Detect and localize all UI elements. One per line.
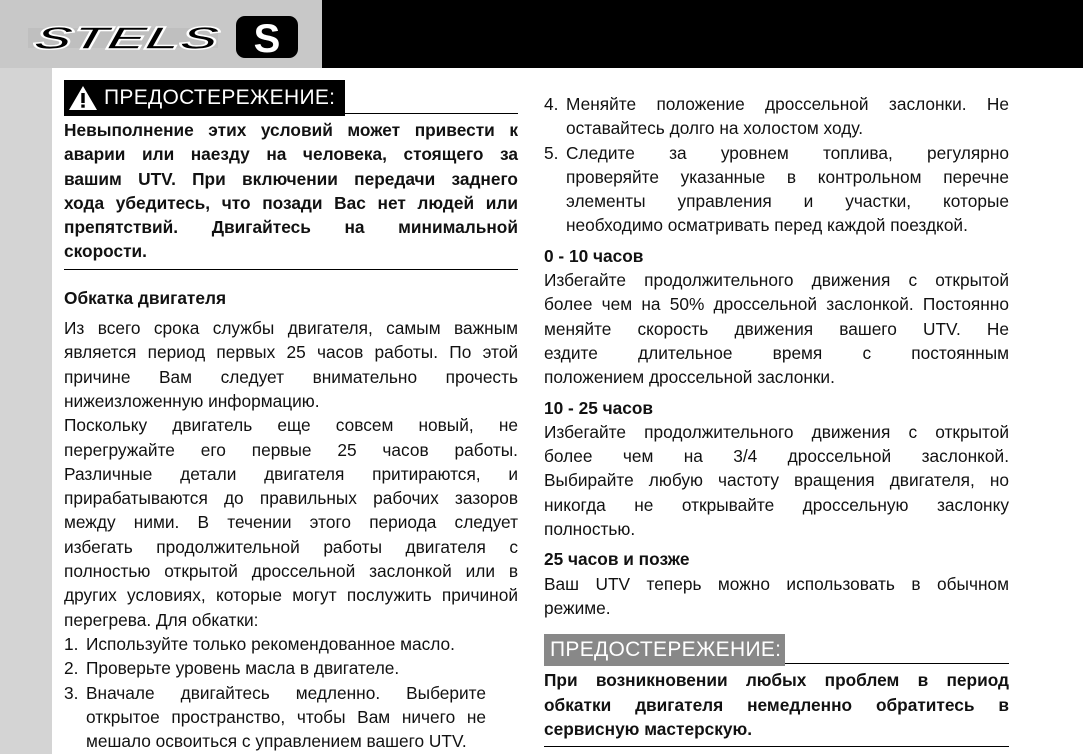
stels-logo: [28, 14, 304, 60]
text-line: более чем на 50% дроссельной заслонкой. Постоянно: [544, 294, 1009, 315]
text-line: положением дроссельной заслонки.: [544, 367, 835, 388]
text-line: Выбирайте любую частоту вращения двигателя, но: [544, 470, 1009, 491]
text-line: режиме.: [544, 597, 611, 618]
text-line: При возникновении любых проблем в период: [544, 670, 1009, 691]
warning-header: [544, 634, 1009, 666]
text-line: Из всего срока службы двигателя, самым важным: [64, 318, 518, 339]
left-margin-strip: [0, 68, 52, 754]
list-number: 3.: [64, 682, 79, 703]
text-line: Различные детали двигателя притираются, и: [64, 463, 518, 484]
text-line: оставайтесь долго на холостом ходу.: [566, 118, 863, 139]
text-line: аварии или наезду на человека, стоящего за: [64, 144, 518, 165]
list-item: [64, 681, 486, 754]
list: [64, 632, 518, 753]
text-line: открытое пространство, чтобы Вам ничего не: [86, 706, 486, 727]
text-line: Меняйте положение дроссельной заслонки. Не: [566, 94, 1009, 114]
warning-bottom-rule: [64, 269, 518, 270]
text-line: сервисную мастерскую.: [544, 718, 753, 739]
text-line: ездите длительное время с постоянным: [544, 342, 1009, 363]
text-line: Ваш UTV теперь можно использовать в обычном: [544, 573, 1009, 594]
text-line: перегружайте его первые 25 часов работы.: [64, 439, 518, 460]
text-line: обкатки двигателя немедленно обратитесь в: [544, 694, 1009, 715]
text-line: Избегайте продолжительного движения с открытой: [544, 270, 1009, 291]
list-number: 1.: [64, 633, 79, 654]
header-black-bar: [322, 0, 1083, 68]
warning-header-rule: [785, 663, 1009, 664]
text-line: элементы управления и участки, которые: [566, 191, 1009, 212]
right-column: [544, 92, 1009, 747]
warning-badge: [544, 634, 785, 666]
warning-header: [64, 80, 518, 116]
list: [544, 92, 1009, 238]
text-line: проверяйте указанные в контрольном перечне: [566, 166, 1009, 187]
text-line: Следите за уровнем топлива, регулярно: [566, 142, 1009, 163]
text-line: Используйте только рекомендованное масло.: [86, 633, 455, 654]
list-item: [544, 141, 1009, 238]
text-line: других условиях, которые могут послужить причиной: [64, 585, 518, 606]
section-title: 25 часов и позже: [544, 549, 690, 570]
paragraph: [64, 316, 518, 413]
warning-title: ПРЕДОСТЕРЕЖЕНИЕ:: [104, 85, 336, 109]
section-title: 0 - 10 часов: [544, 245, 644, 266]
text-line: между ними. В течении этого периода следует: [64, 512, 518, 533]
text-line: полностью открытой дроссельной заслонкой или в: [64, 561, 518, 582]
list-number: 2.: [64, 658, 79, 679]
list-item: [544, 92, 1009, 141]
text-line: Невыполнение этих условий может привести к: [64, 120, 518, 140]
section-title: Обкатка двигателя: [64, 287, 227, 308]
left-column: [64, 80, 518, 753]
text-line: никогда не открывайте дроссельную заслонку: [544, 494, 1009, 515]
warning-header-rule: [345, 113, 518, 114]
warning-badge: [64, 80, 345, 116]
warning-triangle-icon: [68, 85, 98, 111]
header-brand-bar: [0, 0, 322, 68]
warning-text: [64, 118, 518, 264]
text-line: более чем на 3/4 дроссельной заслонкой.: [544, 446, 1009, 467]
section-title: 10 - 25 часов: [544, 397, 654, 418]
text-line: мешало освоиться с управлением вашего UTV.: [86, 731, 467, 752]
list-item: [64, 656, 518, 680]
text-line: прирабатываются до правильных рабочих зазоров: [64, 488, 518, 509]
text-line: меняйте скорость движения вашего UTV. Не: [544, 318, 1009, 339]
paragraph: [544, 572, 1009, 621]
list-item: [64, 632, 518, 656]
logo-text: STELS: [31, 20, 142, 56]
paragraph: [544, 268, 1009, 389]
text-line: нижеизложенную информацию.: [64, 390, 320, 411]
text-line: Поскольку двигатель еще совсем новый, не: [64, 415, 518, 436]
logo-emblem-letter: S: [253, 17, 281, 60]
text-line: полностью.: [544, 519, 636, 540]
paragraph: [544, 420, 1009, 541]
warning-bottom-rule: [544, 746, 1009, 747]
text-line: Избегайте продолжительного движения с открытой: [544, 421, 1009, 442]
text-line: Вначале двигайтесь медленно. Выберите: [86, 682, 486, 703]
text-line: перегрева. Для обкатки:: [64, 609, 259, 630]
text-line: вашим UTV. При включении передачи заднего: [64, 168, 518, 189]
warning-title: ПРЕДОСТЕРЕЖЕНИЕ:: [550, 638, 782, 662]
text-line: хода убедитесь, что позади Вас нет людей или: [64, 192, 518, 213]
text-line: препятствий. Двигайтесь на минимальной: [64, 217, 518, 238]
text-line: необходимо осматривать перед каждой поездкой.: [566, 215, 968, 236]
text-line: является период первых 25 часов работы. По этой: [64, 342, 518, 363]
list-number: 4.: [544, 94, 559, 114]
paragraph: [64, 413, 518, 632]
text-line: избегать продолжительной работы двигателя с: [64, 536, 518, 557]
text-line: скорости.: [64, 241, 147, 262]
text-line: Проверьте уровень масла в двигателе.: [86, 658, 400, 679]
text-line: причине Вам следует внимательно прочесть: [64, 366, 518, 387]
warning-text: [544, 668, 1009, 741]
list-number: 5.: [544, 142, 559, 163]
